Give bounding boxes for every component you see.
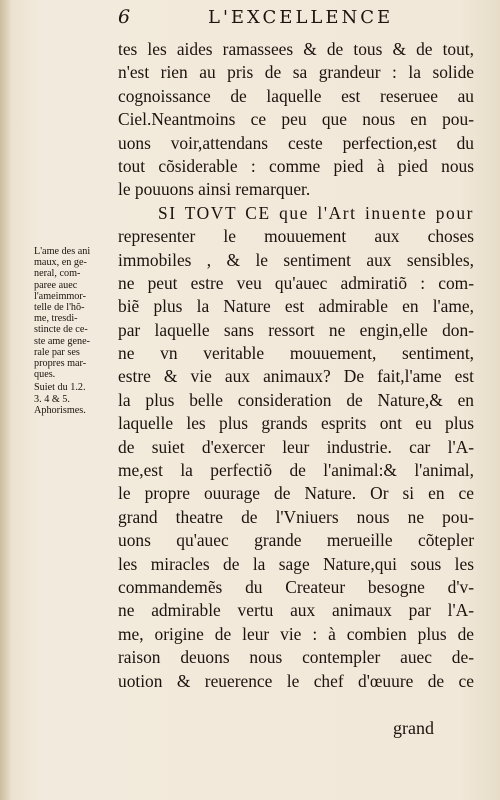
marginal-note — [34, 246, 116, 416]
body-line: raison deuons nous contempler auec de- — [118, 647, 474, 668]
margin-note-line: paree auec — [34, 279, 78, 291]
body-line: uons voir,attendans ceste perfection,est du — [118, 132, 474, 153]
body-line: commandemẽs du Createur besogne d'v- — [118, 576, 474, 597]
margin-note-line: Aphorismes. — [34, 404, 86, 416]
body-line: le pouuons ainsi remarquer. — [118, 179, 311, 200]
body-line: les miracles de la sage Nature,qui sous les — [118, 553, 474, 574]
body-line: tout cõsiderable : comme pied à pied nous — [118, 155, 474, 176]
body-line: grand theatre de l'Vniuers nous ne pou- — [118, 506, 474, 527]
body-line: Ciel.Neantmoins ce peu que nous en pou- — [118, 109, 474, 130]
running-title: L'EXCELLENCE — [208, 7, 394, 28]
body-line: representer le mouuement aux choses — [118, 226, 474, 247]
body-line: ne peut estre veu qu'auec admiratiõ : com- — [118, 272, 474, 293]
margin-note-line: stincte de ce- — [34, 324, 88, 336]
margin-note-line: rale par ses — [34, 346, 80, 358]
margin-note-line: ques. — [34, 369, 56, 381]
margin-note-line: ste ame gene- — [34, 335, 91, 347]
body-line: par laquelle sans ressort ne engin,elle don- — [118, 319, 474, 340]
margin-note-line: L'ame des ani — [34, 246, 91, 257]
body-line: cognoissance de laquelle est reseruee au — [118, 85, 474, 106]
body-line: ne admirable vertu aux animaux par l'A- — [118, 600, 474, 621]
body-line: n'est rien au pris de sa grandeur : la solide — [118, 62, 474, 83]
body-line: de suiet d'exercer leur industrie. car l'A- — [118, 436, 474, 457]
body-line: laquelle les plus grands esprits ont eu plus — [118, 413, 474, 434]
margin-note-line: telle de l'hõ- — [34, 302, 85, 314]
margin-note-line: 3. 4 & 5. — [34, 393, 70, 405]
margin-note-line: propres mar- — [34, 358, 87, 370]
page-number: 6 — [118, 6, 131, 28]
body-line: le propre ouurage de Nature. Or si en ce — [118, 483, 474, 504]
margin-note-line: Suiet du 1.2. — [34, 382, 86, 394]
body-line: immobiles , & le sentiment aux sensibles, — [118, 249, 474, 270]
body-line: biẽ plus la Nature est admirable en l'ame, — [118, 296, 474, 317]
margin-note-line: me, tresdi- — [34, 313, 78, 325]
page-header — [118, 6, 488, 30]
page-gutter-shadow — [0, 0, 12, 800]
paragraph-opening-line: SI TOVT CE que l'Art inuente pour — [158, 202, 474, 223]
body-line: uons qu'auec grande merueille cõtepler — [118, 530, 474, 551]
margin-note-line: l'ameimmor- — [34, 290, 86, 302]
body-line: tes les aides ramassees & de tous & de tout, — [118, 39, 474, 59]
margin-note-line: neral, com- — [34, 268, 81, 280]
body-text-block — [118, 38, 474, 693]
body-line: uotion & reuerence le chef d'œuure de ce — [118, 670, 474, 691]
margin-note-line: maux, en ge- — [34, 257, 87, 269]
body-line: estre & vie aux animaux? De fait,l'ame est — [118, 366, 474, 387]
body-line: me, origine de leur vie : à combien plus de — [118, 623, 474, 644]
body-line: me,est la perfectiõ de l'animal:& l'animal, — [118, 460, 474, 481]
body-line: ne vn veritable mouuement, sentiment, — [118, 343, 474, 364]
body-line: la plus belle consideration de Nature,& en — [118, 389, 474, 410]
catchword: grand — [393, 718, 434, 738]
